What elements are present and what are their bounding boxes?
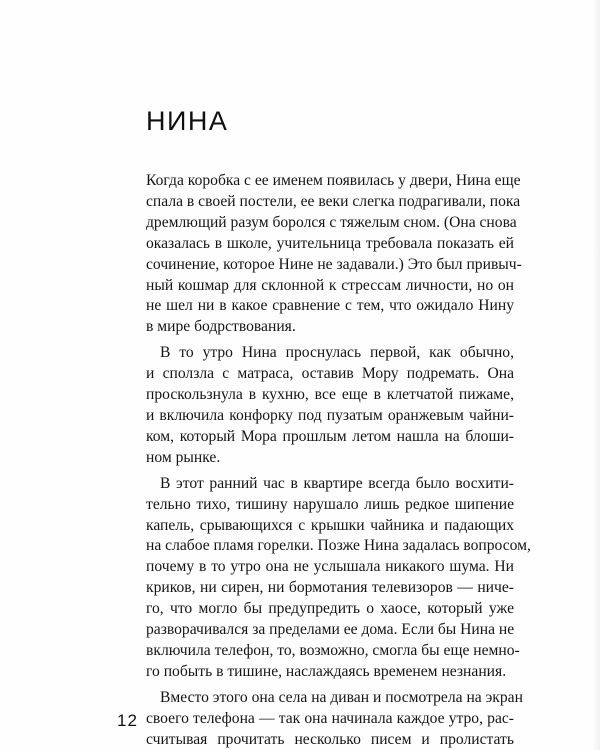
text-line: и сползла с матраса, оставив Мору подремать. Она bbox=[146, 365, 514, 383]
paragraph-3 bbox=[146, 474, 531, 683]
text-line: и включила конфорку под пузатым оранжевым чайни- bbox=[146, 406, 514, 424]
text-line: в мире бодрствования. bbox=[146, 318, 296, 336]
text-line: Когда коробка с ее именем появилась у двери, Нина еще bbox=[146, 172, 521, 189]
text-line: не шел ни в какое сравнение с тем, что ожидало Нину bbox=[146, 297, 514, 315]
text-line: на слабое пламя горелки. Позже Нина задалась вопросом, bbox=[146, 537, 531, 555]
text-line: считывая прочитать несколько писем и пролистать bbox=[146, 730, 514, 748]
text-line: го, что могло бы предупредить о хаосе, который уже bbox=[146, 600, 514, 618]
text-line: криков, ни сирен, ни бормотания телевизоров — ниче- bbox=[146, 579, 514, 597]
paragraph-1 bbox=[146, 171, 522, 338]
text-line: В этот ранний час в квартире всегда было восхити- bbox=[160, 474, 514, 492]
text-line: дремлющий разум боролся с тяжелым сном. (Она снова bbox=[146, 213, 517, 231]
page-edge-shadow bbox=[592, 0, 600, 750]
text-line: капель, срывающихся с крышки чайника и падающих bbox=[146, 516, 514, 534]
text-line: спала в своей постели, ее веки слегка подрагивали, пока bbox=[146, 192, 521, 210]
text-line: включила телефон, то, возможно, смогла бы еще немно- bbox=[146, 641, 520, 659]
chapter-body-text bbox=[146, 171, 531, 750]
text-line: тельно тихо, тишину нарушало лишь редкое шипение bbox=[146, 495, 514, 513]
page-number: 12 bbox=[117, 711, 138, 730]
text-line: оказалась в школе, учительница требовала показать ей bbox=[146, 234, 514, 252]
chapter-title: НИНА bbox=[146, 106, 229, 136]
text-line: ком, который Мора прошлым летом нашла на блоши- bbox=[146, 427, 514, 445]
text-line: Вместо этого она села на диван и посмотрела на экран bbox=[160, 688, 523, 706]
text-line: сочинение, которое Нине не задавали.) Это был привыч- bbox=[146, 255, 522, 273]
paragraph-2 bbox=[146, 343, 514, 468]
text-line: своего телефона — так она начинала каждое утро, рас- bbox=[146, 709, 514, 727]
text-line: проскользнула в кухню, все еще в клетчатой пижаме, bbox=[146, 386, 514, 404]
paragraph-4 bbox=[146, 688, 523, 750]
text-line: В то утро Нина проснулась первой, как обычно, bbox=[160, 344, 514, 362]
text-line: разворачивался за пределами ее дома. Если бы Нина не bbox=[146, 621, 515, 639]
text-line: почему в то утро она не услышала никакого шума. Ни bbox=[146, 558, 514, 576]
text-line: го побыть в тишине, наслаждаясь временем незнания. bbox=[146, 662, 507, 680]
text-line: ном рынке. bbox=[146, 448, 221, 466]
text-line: ный кошмар для склонной к стрессам личности, но он bbox=[146, 276, 514, 294]
